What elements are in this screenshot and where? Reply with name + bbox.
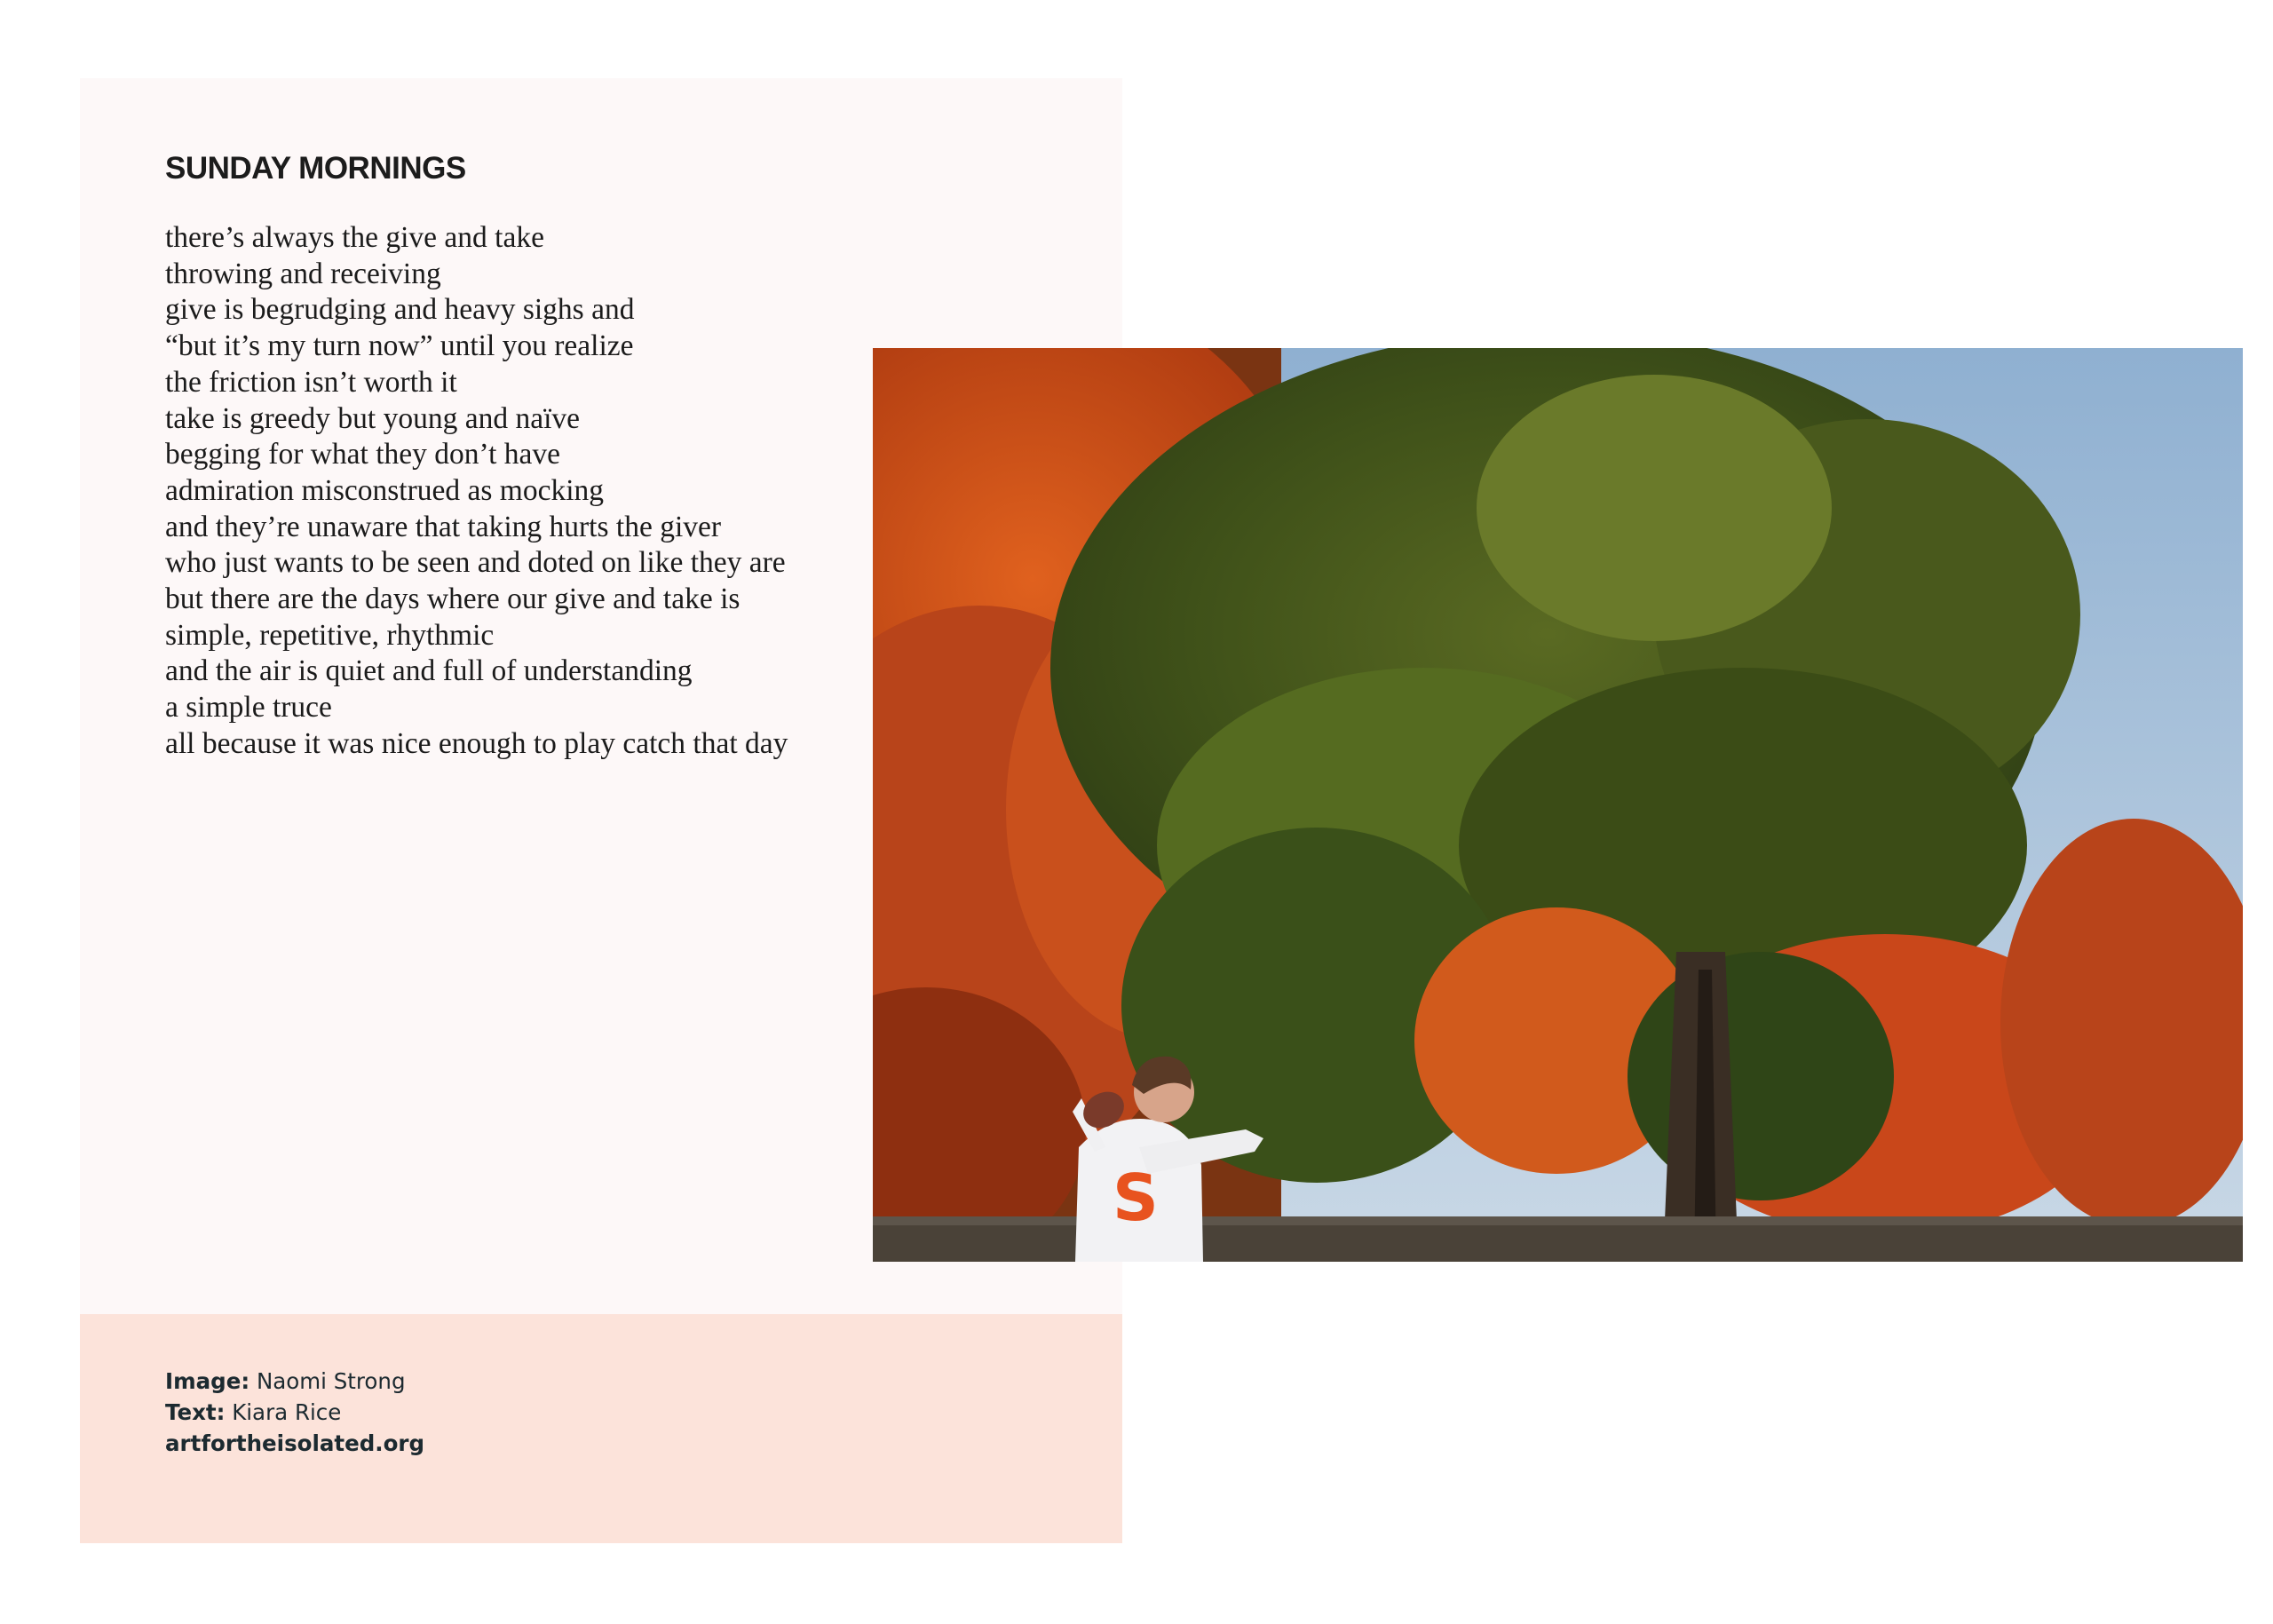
text-credit: [165, 1397, 424, 1428]
poem-line: but there are the days where our give and take is: [165, 582, 741, 616]
poem-line: take is greedy but young and naïve: [165, 401, 581, 435]
poem-line: throwing and receiving: [165, 257, 441, 290]
poem-line: and the air is quiet and full of understanding: [165, 654, 693, 688]
poem-line: and they’re unaware that taking hurts the giver: [165, 510, 722, 543]
autumn-catch-photo: [873, 348, 2243, 1262]
poem-line: begging for what they don’t have: [165, 438, 561, 471]
poem-line: there’s always the give and take: [165, 221, 544, 254]
poem-line: the friction isn’t worth it: [165, 365, 457, 399]
poem-line: who just wants to be seen and doted on like they are: [165, 546, 786, 580]
image-credit: [165, 1366, 424, 1397]
text-credit-label: Text:: [165, 1399, 226, 1425]
poem-line: “but it’s my turn now” until you realize: [165, 329, 634, 363]
credits: [165, 1366, 424, 1459]
poem-title: SUNDAY MORNINGS: [165, 151, 466, 186]
image-credit-name: Naomi Strong: [256, 1368, 406, 1394]
text-credit-name: Kiara Rice: [232, 1399, 342, 1425]
poem-line: simple, repetitive, rhythmic: [165, 618, 495, 652]
poem-line: all because it was nice enough to play catch that day: [165, 726, 788, 760]
website-link[interactable]: [165, 1428, 424, 1459]
website-text: artfortheisolated.org: [165, 1430, 425, 1456]
poem-line: a simple truce: [165, 691, 332, 725]
poem-body: [165, 220, 788, 763]
svg-text:S: S: [1113, 1161, 1159, 1235]
poem-line: admiration misconstrued as mocking: [165, 473, 605, 507]
image-credit-label: Image:: [165, 1368, 250, 1394]
photo-illustration: [873, 348, 2243, 1262]
poem-line: give is begrudging and heavy sighs and: [165, 293, 635, 327]
